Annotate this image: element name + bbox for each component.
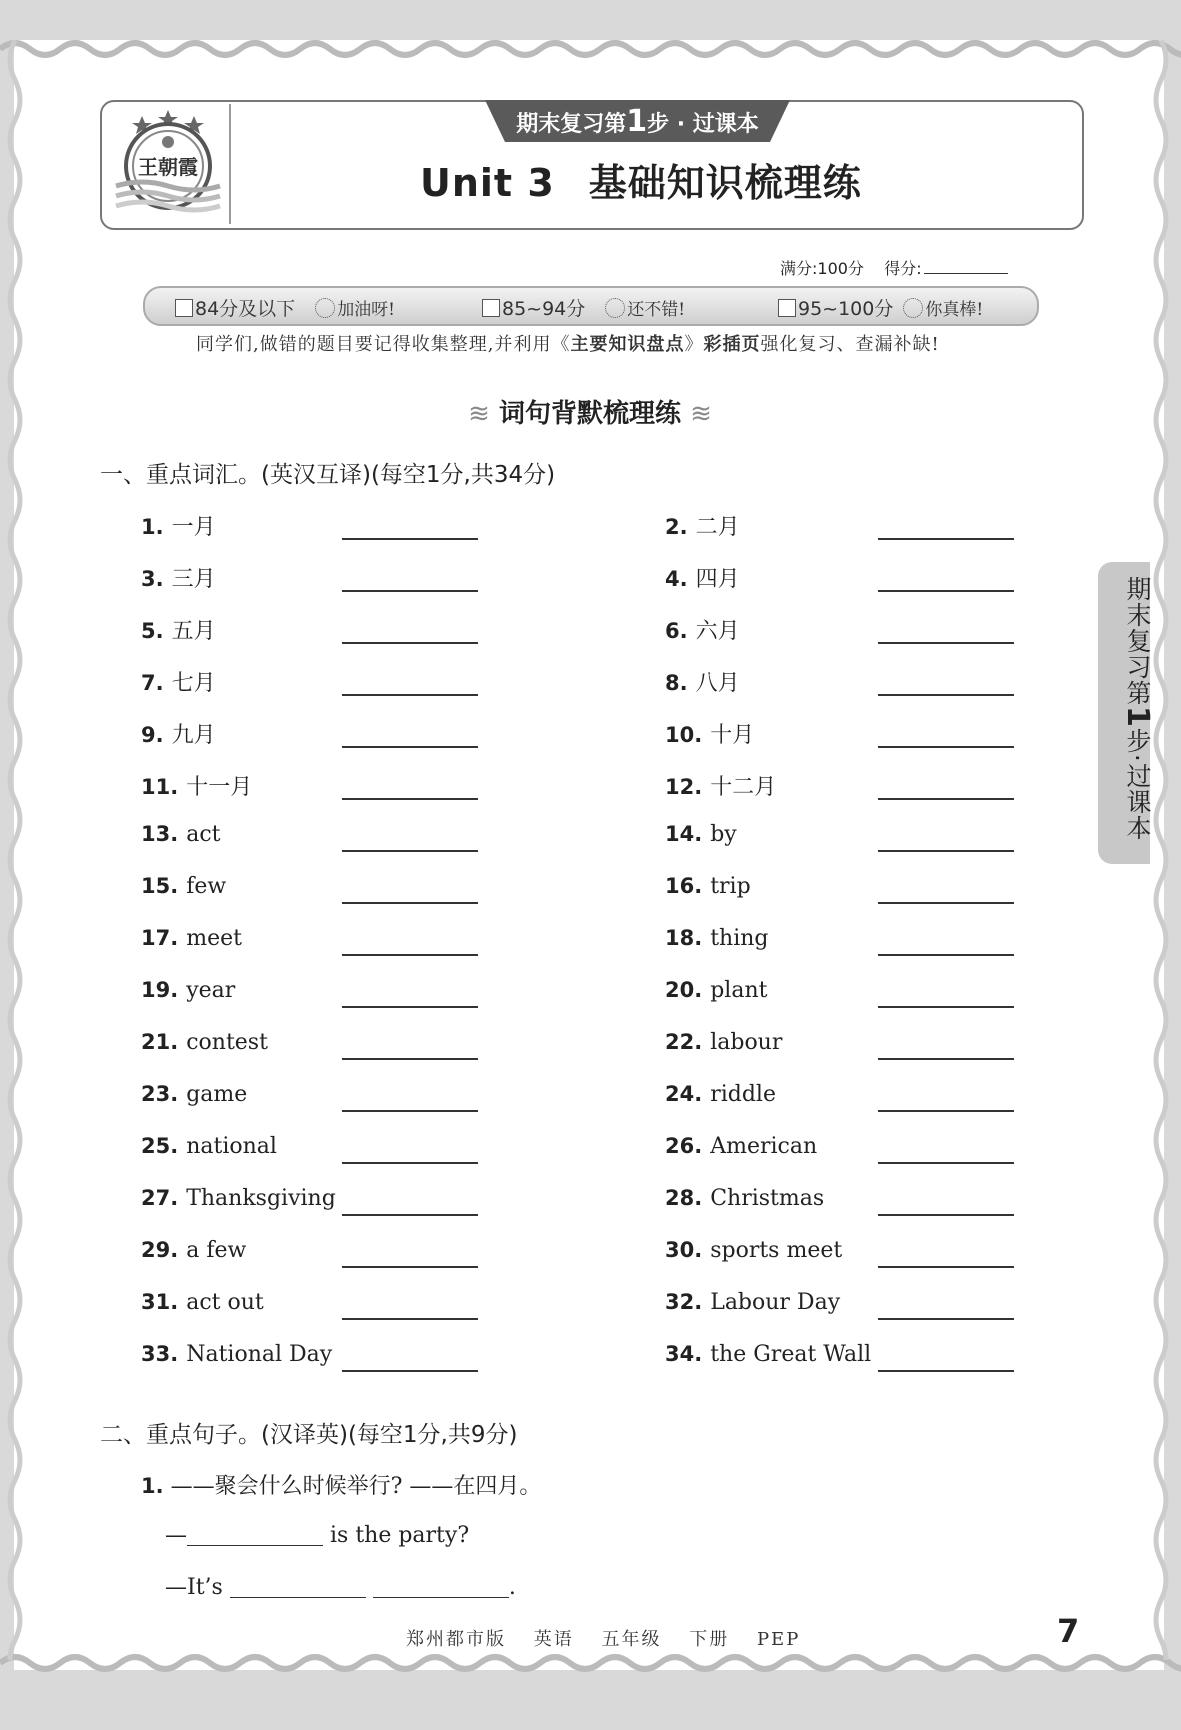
side-tab-post: 步·过课本 [1123, 727, 1152, 841]
item-word: trip [710, 874, 751, 899]
item-word: 九月 [171, 723, 216, 748]
checkbox-icon[interactable] [482, 299, 500, 317]
item-word: the Great Wall [710, 1342, 872, 1367]
item-word: 十月 [710, 723, 755, 748]
item-number: 21. [141, 1030, 179, 1054]
answer-blank[interactable] [342, 538, 478, 540]
answer-blank[interactable] [878, 642, 1014, 644]
item-number: 18. [665, 926, 703, 950]
side-tab [1098, 562, 1155, 864]
page-number: 7 [1057, 1612, 1080, 1650]
footer-grade: 五年级 [601, 1629, 662, 1650]
footer-subject: 英语 [533, 1629, 574, 1650]
answer-blank[interactable] [342, 642, 478, 644]
item-number: 8. [665, 671, 688, 695]
vocab-item [665, 1030, 782, 1055]
grade-range: 85~94分 [502, 298, 586, 320]
question-chinese: ——聚会什么时候举行? ——在四月。 [170, 1474, 542, 1499]
item-number: 3. [141, 567, 164, 591]
header-divider [229, 104, 231, 224]
right-wave-border [1146, 40, 1176, 1660]
answer-blank[interactable] [878, 1006, 1014, 1008]
item-number: 10. [665, 723, 703, 747]
item-word: 二月 [695, 515, 740, 540]
grade-comment: 加油呀! [337, 300, 396, 320]
item-word: 三月 [171, 567, 216, 592]
series-tab-text [485, 104, 790, 139]
footer-volume: 下册 [689, 1629, 730, 1650]
item-number: 31. [141, 1290, 179, 1314]
item-number: 25. [141, 1134, 179, 1158]
vocab-item [665, 666, 740, 697]
item-word: game [186, 1082, 248, 1107]
item-word: thing [710, 926, 769, 951]
item-word: Christmas [710, 1186, 825, 1211]
page-title [420, 152, 1040, 207]
item-number: 20. [665, 978, 703, 1002]
section-title-text: 词句背默梳理练 [498, 399, 681, 429]
item-word: few [186, 874, 227, 899]
item-number: 16. [665, 874, 703, 898]
item-word: 八月 [695, 671, 740, 696]
answer-blank[interactable] [373, 1577, 509, 1598]
answer-blank[interactable] [342, 850, 478, 852]
item-number: 5. [141, 619, 164, 643]
grade-item-low[interactable] [175, 294, 395, 321]
vocab-item [141, 1342, 332, 1367]
notice-post: 强化复习、查漏补缺! [760, 334, 940, 355]
item-word: 一月 [171, 515, 216, 540]
item-number: 22. [665, 1030, 703, 1054]
item-number: 24. [665, 1082, 703, 1106]
part1-heading: 一、重点词汇。(英汉互译)(每空1分,共34分) [100, 462, 556, 488]
vocab-item [665, 822, 737, 847]
side-tab-text [1098, 576, 1155, 841]
series-tab-pre: 期末复习第 [516, 112, 627, 137]
vocab-item [665, 1082, 776, 1107]
footer-edition: 郑州都市版 [406, 1629, 506, 1650]
answer-blank[interactable] [878, 1318, 1014, 1320]
answer-blank[interactable] [878, 1058, 1014, 1060]
grade-comment: 还不错! [627, 300, 686, 320]
item-number: 13. [141, 822, 179, 846]
score-blank[interactable] [924, 273, 1008, 274]
vocab-item [141, 874, 226, 899]
sentence-q1-prompt [141, 1469, 541, 1500]
notice-bold2: 彩插页 [703, 334, 761, 355]
vocab-item [141, 562, 216, 593]
vocab-item [665, 926, 769, 951]
item-number: 30. [665, 1238, 703, 1262]
item-word: meet [186, 926, 242, 951]
item-word: act [186, 822, 221, 847]
vocab-item [665, 770, 776, 801]
answer-blank[interactable] [342, 902, 478, 904]
notice-pre: 同学们,做错的题目要记得收集整理,并利用《 [196, 334, 571, 355]
answer-blank[interactable] [878, 694, 1014, 696]
answer-blank[interactable] [342, 746, 478, 748]
publisher-logo [112, 108, 224, 220]
answer-blank[interactable] [342, 1110, 478, 1112]
svg-text:王朝霞: 王朝霞 [138, 155, 198, 179]
vocab-item [141, 1238, 246, 1263]
vocab-item [665, 614, 740, 645]
answer-blank[interactable] [342, 694, 478, 696]
answer-blank[interactable] [342, 798, 478, 800]
grade-item-high[interactable] [778, 294, 983, 321]
part2-heading: 二、重点句子。(汉译英)(每空1分,共9分) [100, 1422, 518, 1448]
answer-blank[interactable] [342, 1006, 478, 1008]
item-word: a few [186, 1238, 247, 1263]
item-word: plant [710, 978, 768, 1003]
line-head: —It’s [165, 1575, 223, 1600]
answer-blank[interactable] [342, 590, 478, 592]
vocab-item [665, 1238, 842, 1263]
face-icon [903, 298, 923, 318]
item-word: 十一月 [186, 775, 253, 800]
item-word: riddle [710, 1082, 776, 1107]
series-tab-post: 步 · 过课本 [647, 112, 759, 137]
item-number: 1. [141, 515, 164, 539]
checkbox-icon[interactable] [175, 299, 193, 317]
header-series-tab [485, 100, 790, 142]
item-number: 27. [141, 1186, 179, 1210]
vocab-item [665, 1342, 871, 1367]
item-number: 26. [665, 1134, 703, 1158]
footer-series: PEP [756, 1629, 801, 1650]
footer [406, 1625, 820, 1651]
full-score: 满分:100分 [780, 259, 864, 278]
vocab-item [665, 1134, 817, 1159]
series-tab-num: 1 [626, 104, 648, 139]
vocab-item [141, 1030, 268, 1055]
question-number: 1. [141, 1474, 164, 1498]
item-number: 23. [141, 1082, 179, 1106]
item-word: National Day [186, 1342, 333, 1367]
top-wave-border [0, 34, 1181, 64]
vocab-item [141, 718, 216, 749]
item-word: Thanksgiving [186, 1186, 336, 1211]
item-number: 19. [141, 978, 179, 1002]
item-number: 2. [665, 515, 688, 539]
vocab-item [141, 510, 216, 541]
answer-blank[interactable] [342, 1058, 478, 1060]
item-number: 12. [665, 775, 703, 799]
item-number: 6. [665, 619, 688, 643]
item-number: 32. [665, 1290, 703, 1314]
item-number: 28. [665, 1186, 703, 1210]
item-number: 34. [665, 1342, 703, 1366]
vocab-item [141, 1186, 336, 1211]
vocab-item [665, 1186, 824, 1211]
unit-label: Unit 3 [420, 161, 555, 205]
item-word: by [710, 822, 737, 847]
answer-blank[interactable] [342, 1318, 478, 1320]
grade-item-mid[interactable] [482, 294, 685, 321]
item-word: 六月 [695, 619, 740, 644]
item-number: 11. [141, 775, 179, 799]
sentence-q1-line1 [165, 1523, 469, 1548]
grade-bar [143, 286, 1039, 326]
notice-bold1: 主要知识盘点 [570, 334, 685, 355]
notice-text [196, 330, 1016, 356]
answer-blank[interactable] [878, 746, 1014, 748]
vocab-item [665, 1290, 840, 1315]
item-number: 33. [141, 1342, 179, 1366]
side-tab-pre: 期末复习第 [1123, 576, 1152, 706]
vocab-item [665, 978, 767, 1003]
vocab-item [141, 1134, 277, 1159]
grade-range: 95~100分 [798, 298, 894, 320]
item-word: labour [710, 1030, 783, 1055]
item-number: 14. [665, 822, 703, 846]
answer-blank[interactable] [878, 954, 1014, 956]
vocab-item [141, 822, 220, 847]
score-label: 得分: [884, 259, 922, 278]
answer-blank[interactable] [230, 1577, 366, 1598]
checkbox-icon[interactable] [778, 299, 796, 317]
item-number: 17. [141, 926, 179, 950]
item-word: year [186, 978, 236, 1003]
item-word: sports meet [710, 1238, 843, 1263]
answer-blank[interactable] [878, 798, 1014, 800]
answer-blank[interactable] [342, 954, 478, 956]
answer-blank[interactable] [878, 538, 1014, 540]
answer-blank[interactable] [342, 1214, 478, 1216]
item-number: 15. [141, 874, 179, 898]
vocab-item [141, 770, 252, 801]
answer-blank[interactable] [342, 1370, 478, 1372]
answer-blank[interactable] [342, 1162, 478, 1164]
item-word: 四月 [695, 567, 740, 592]
title-text: 基础知识梳理练 [588, 161, 862, 205]
grade-range: 84分及以下 [195, 298, 296, 320]
wave-icon: ≋ [468, 399, 490, 429]
grade-comment: 你真棒! [925, 300, 984, 320]
answer-blank[interactable] [878, 1162, 1014, 1164]
vocab-item [141, 614, 216, 645]
item-word: American [710, 1134, 818, 1159]
answer-blank[interactable] [187, 1525, 323, 1546]
dash: — [165, 1523, 187, 1548]
vocab-item [141, 1082, 247, 1107]
face-icon [315, 298, 335, 318]
vocab-item [665, 562, 740, 593]
left-wave-border [0, 40, 30, 1660]
item-word: 五月 [171, 619, 216, 644]
answer-blank[interactable] [878, 850, 1014, 852]
item-word: national [186, 1134, 277, 1159]
notice-mid: 》 [684, 334, 704, 355]
side-tab-num: 1 [1120, 706, 1155, 728]
answer-blank[interactable] [878, 1266, 1014, 1268]
vocab-item [665, 510, 740, 541]
vocab-item [141, 1290, 264, 1315]
answer-blank[interactable] [878, 590, 1014, 592]
item-word: Labour Day [710, 1290, 841, 1315]
item-number: 7. [141, 671, 164, 695]
vocab-item [141, 926, 242, 951]
item-word: 七月 [171, 671, 216, 696]
vocab-item [141, 666, 216, 697]
line-tail: . [508, 1575, 516, 1600]
vocab-item [665, 718, 754, 749]
item-number: 29. [141, 1238, 179, 1262]
answer-blank[interactable] [878, 902, 1014, 904]
line-tail: is the party? [330, 1523, 470, 1548]
wave-icon: ≋ [690, 399, 712, 429]
answer-blank[interactable] [342, 1266, 478, 1268]
section-title [440, 393, 740, 430]
answer-blank[interactable] [878, 1110, 1014, 1112]
score-line [780, 256, 1008, 279]
vocab-item [141, 978, 235, 1003]
sentence-q1-line2 [165, 1575, 516, 1600]
item-number: 9. [141, 723, 164, 747]
item-word: act out [186, 1290, 264, 1315]
item-word: contest [186, 1030, 268, 1055]
answer-blank[interactable] [878, 1370, 1014, 1372]
answer-blank[interactable] [878, 1214, 1014, 1216]
face-icon [605, 298, 625, 318]
item-word: 十二月 [710, 775, 777, 800]
bottom-wave-border [0, 1648, 1181, 1678]
vocab-item [665, 874, 751, 899]
item-number: 4. [665, 567, 688, 591]
